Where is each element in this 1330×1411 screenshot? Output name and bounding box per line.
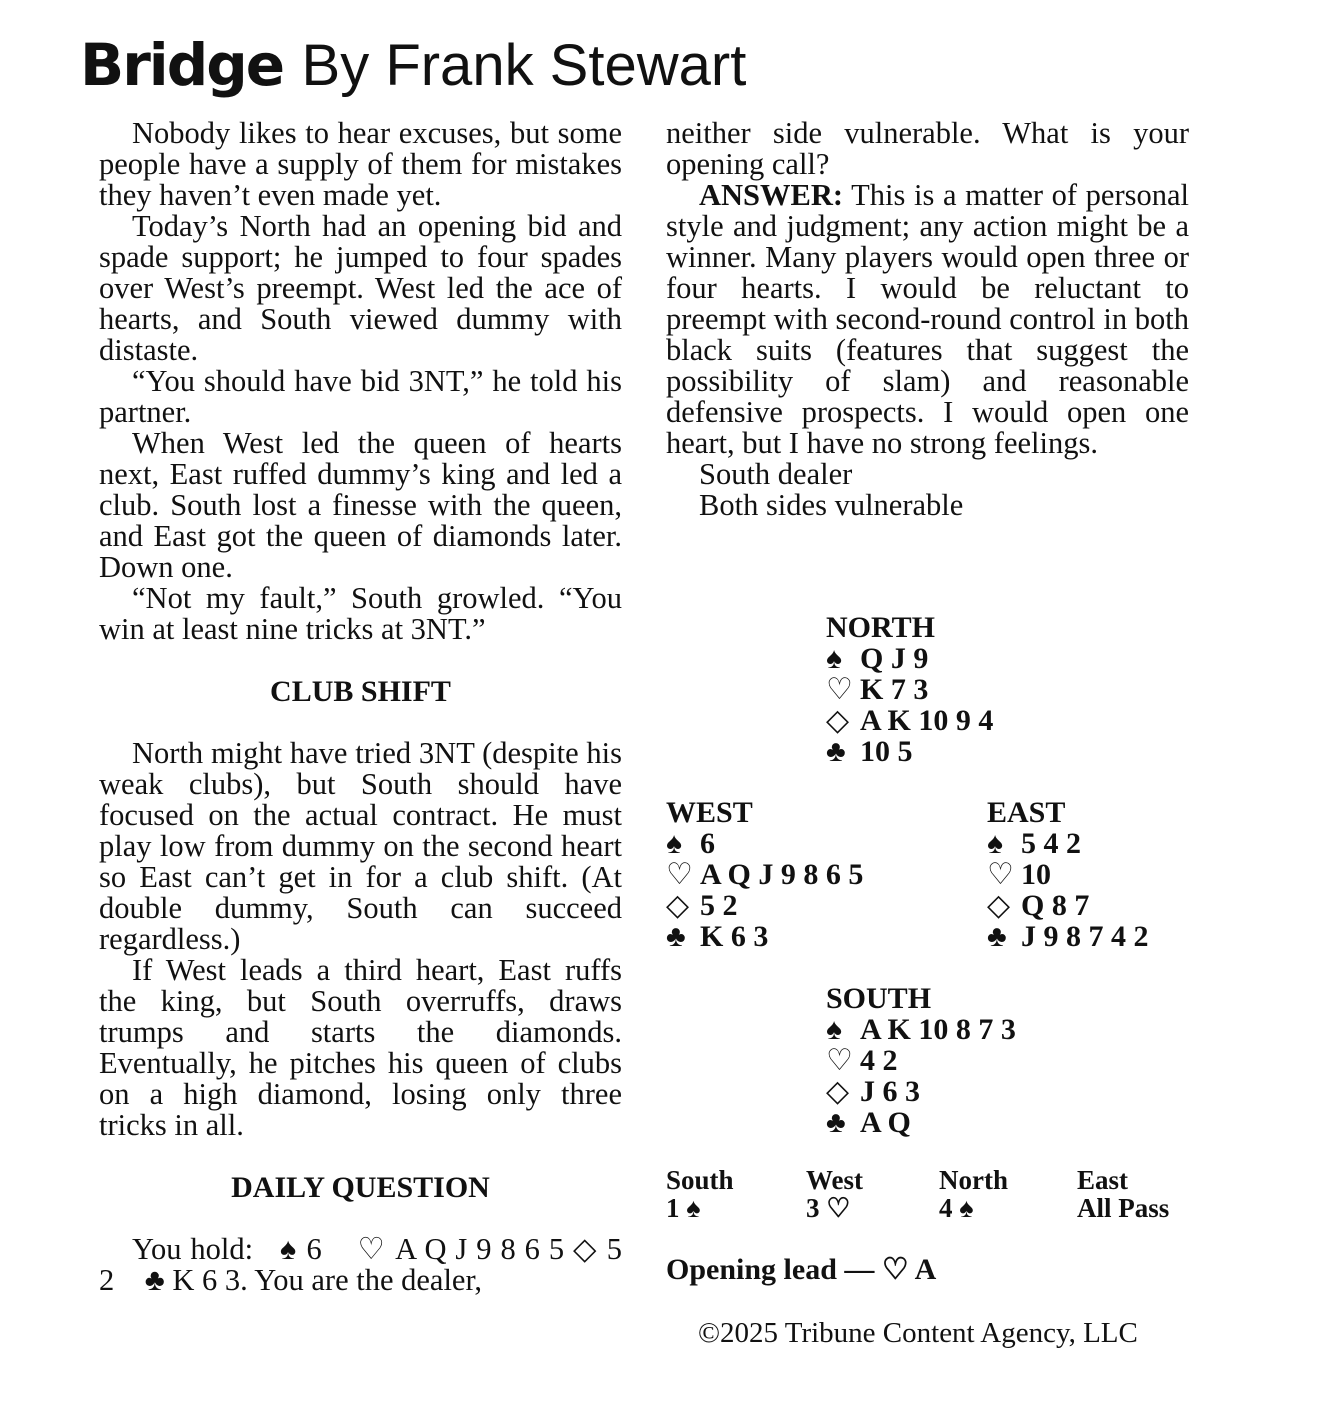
copyright: ©2025 Tribune Content Agency, LLC xyxy=(698,1317,1138,1349)
heart-suit-icon: ♡ xyxy=(666,858,693,891)
north-hand: NORTH ♠ Q J 9 ♡ K 7 3 ◇ A K 10 9 4 ♣ 10 5 xyxy=(826,611,994,768)
paragraph-5: “Not my fault,” South growled. “You win at least nine tricks at 3NT.” xyxy=(99,581,622,646)
daily-question-holding: You hold: ♠ 6 ♡ A Q J 9 8 6 5 ◇ 5 2 ♣ K 6 3. You are the dealer, xyxy=(99,1232,623,1297)
diamond-suit-icon: ◇ xyxy=(666,889,690,922)
byline: By Frank Stewart xyxy=(301,33,747,98)
club-suit-icon: ♣ xyxy=(666,920,686,953)
bidding-header-row xyxy=(666,1166,1226,1194)
left-column xyxy=(99,118,622,1296)
hand-label: EAST xyxy=(987,796,1066,829)
hand-label: NORTH xyxy=(826,611,935,644)
spade-suit-icon: ♠ xyxy=(666,827,682,860)
dealer-line: South dealer xyxy=(699,457,853,491)
bid: 3 ♡ xyxy=(806,1193,851,1223)
hand-label: SOUTH xyxy=(826,982,932,1015)
bidding-bids-row xyxy=(666,1194,1226,1222)
diamond-suit-icon: ◇ xyxy=(826,704,850,737)
paragraph-7: If West leads a third heart, East ruffs the king, but South overruffs, draws trumps and starts the diamonds. Eventually, he pitches his queen of clubs on a high diamond, losing only three tricks in all. xyxy=(99,953,622,1142)
heart-suit-icon: ♡ xyxy=(826,1044,853,1077)
title-word: Bridge xyxy=(80,31,284,99)
spade-suit-icon: ♠ xyxy=(826,642,842,675)
paragraph-3: “You should have bid 3NT,” he told his partner. xyxy=(99,364,622,429)
paragraph-6: North might have tried 3NT (despite his weak clubs), but South should have focused on the actual contract. He must play low from dummy on the second heart so East can’t get in for a club shift. (At double dummy, South can succeed regardless.) xyxy=(99,736,622,956)
right-column xyxy=(666,118,1189,521)
club-suit-icon: ♣ xyxy=(987,920,1007,953)
spade-suit-icon: ♠ xyxy=(826,1013,842,1046)
club-suit-icon: ♣ xyxy=(826,1106,846,1139)
spade-suit-icon: ♠ xyxy=(279,1232,298,1266)
spade-suit-icon: ♠ xyxy=(987,827,1003,860)
diamond-suit-icon: ◇ xyxy=(987,889,1011,922)
heart-suit-icon: ♡ xyxy=(987,858,1014,891)
west-hand: WEST ♠ 6 ♡ A Q J 9 8 6 5 ◇ 5 2 ♣ K 6 3 xyxy=(666,796,864,953)
heart-suit-icon: ♡ xyxy=(826,673,853,706)
lead-card: ♡ A xyxy=(881,1253,937,1286)
bid: 4 ♠ xyxy=(939,1193,974,1223)
club-suit-icon: ♣ xyxy=(144,1263,165,1297)
bidding-header: West xyxy=(806,1165,863,1195)
diamond-suit-icon: ◇ xyxy=(826,1075,850,1108)
page-title xyxy=(80,28,746,103)
club-suit-icon: ♣ xyxy=(826,735,846,768)
bidding-header: East xyxy=(1077,1165,1129,1195)
daily-question-continued: neither side vulnerable. What is your opening call? xyxy=(666,116,1189,181)
paragraph-4: When West led the queen of hearts next, East ruffed dummy’s king and led a club. South lost a finesse with the queen, and East got the queen of diamonds later. Down one. xyxy=(99,426,622,584)
section-heading-daily-question: DAILY QUESTION xyxy=(231,1171,490,1204)
bid: 1 ♠ xyxy=(666,1193,701,1223)
answer-paragraph: ANSWER: This is a matter of personal style and judgment; any action might be a winner. Many players would open three or four hearts. I would be reluctant to preempt with second-round control in both black suits (features that suggest the possibility of slam) and reasonable defensive prospects. I would open one heart, but I have no strong feelings. xyxy=(666,178,1189,460)
answer-label: ANSWER: xyxy=(699,178,844,212)
east-hand: EAST ♠ 5 4 2 ♡ 10 ◇ Q 8 7 ♣ J 9 8 7 4 2 xyxy=(987,796,1149,953)
bid: All Pass xyxy=(1077,1193,1170,1223)
south-hand: SOUTH ♠ A K 10 8 7 3 ♡ 4 2 ◇ J 6 3 ♣ A Q xyxy=(826,982,1016,1139)
section-heading-club-shift: CLUB SHIFT xyxy=(270,675,451,708)
opening-lead: Opening lead — ♡ A xyxy=(666,1253,937,1286)
vulnerability-line: Both sides vulnerable xyxy=(699,488,964,522)
diamond-suit-icon: ◇ xyxy=(573,1232,598,1266)
bidding-table xyxy=(666,1166,1226,1222)
bidding-header: South xyxy=(666,1165,734,1195)
hand-label: WEST xyxy=(666,796,753,829)
bidding-header: North xyxy=(939,1165,1008,1195)
heart-suit-icon: ♡ xyxy=(357,1232,387,1266)
paragraph-2: Today’s North had an opening bid and spade support; he jumped to four spades over West’s preempt. West led the ace of hearts, and South viewed dummy with distaste. xyxy=(99,209,622,367)
paragraph-1: Nobody likes to hear excuses, but some people have a supply of them for mistakes they haven’t even made yet. xyxy=(99,116,622,212)
